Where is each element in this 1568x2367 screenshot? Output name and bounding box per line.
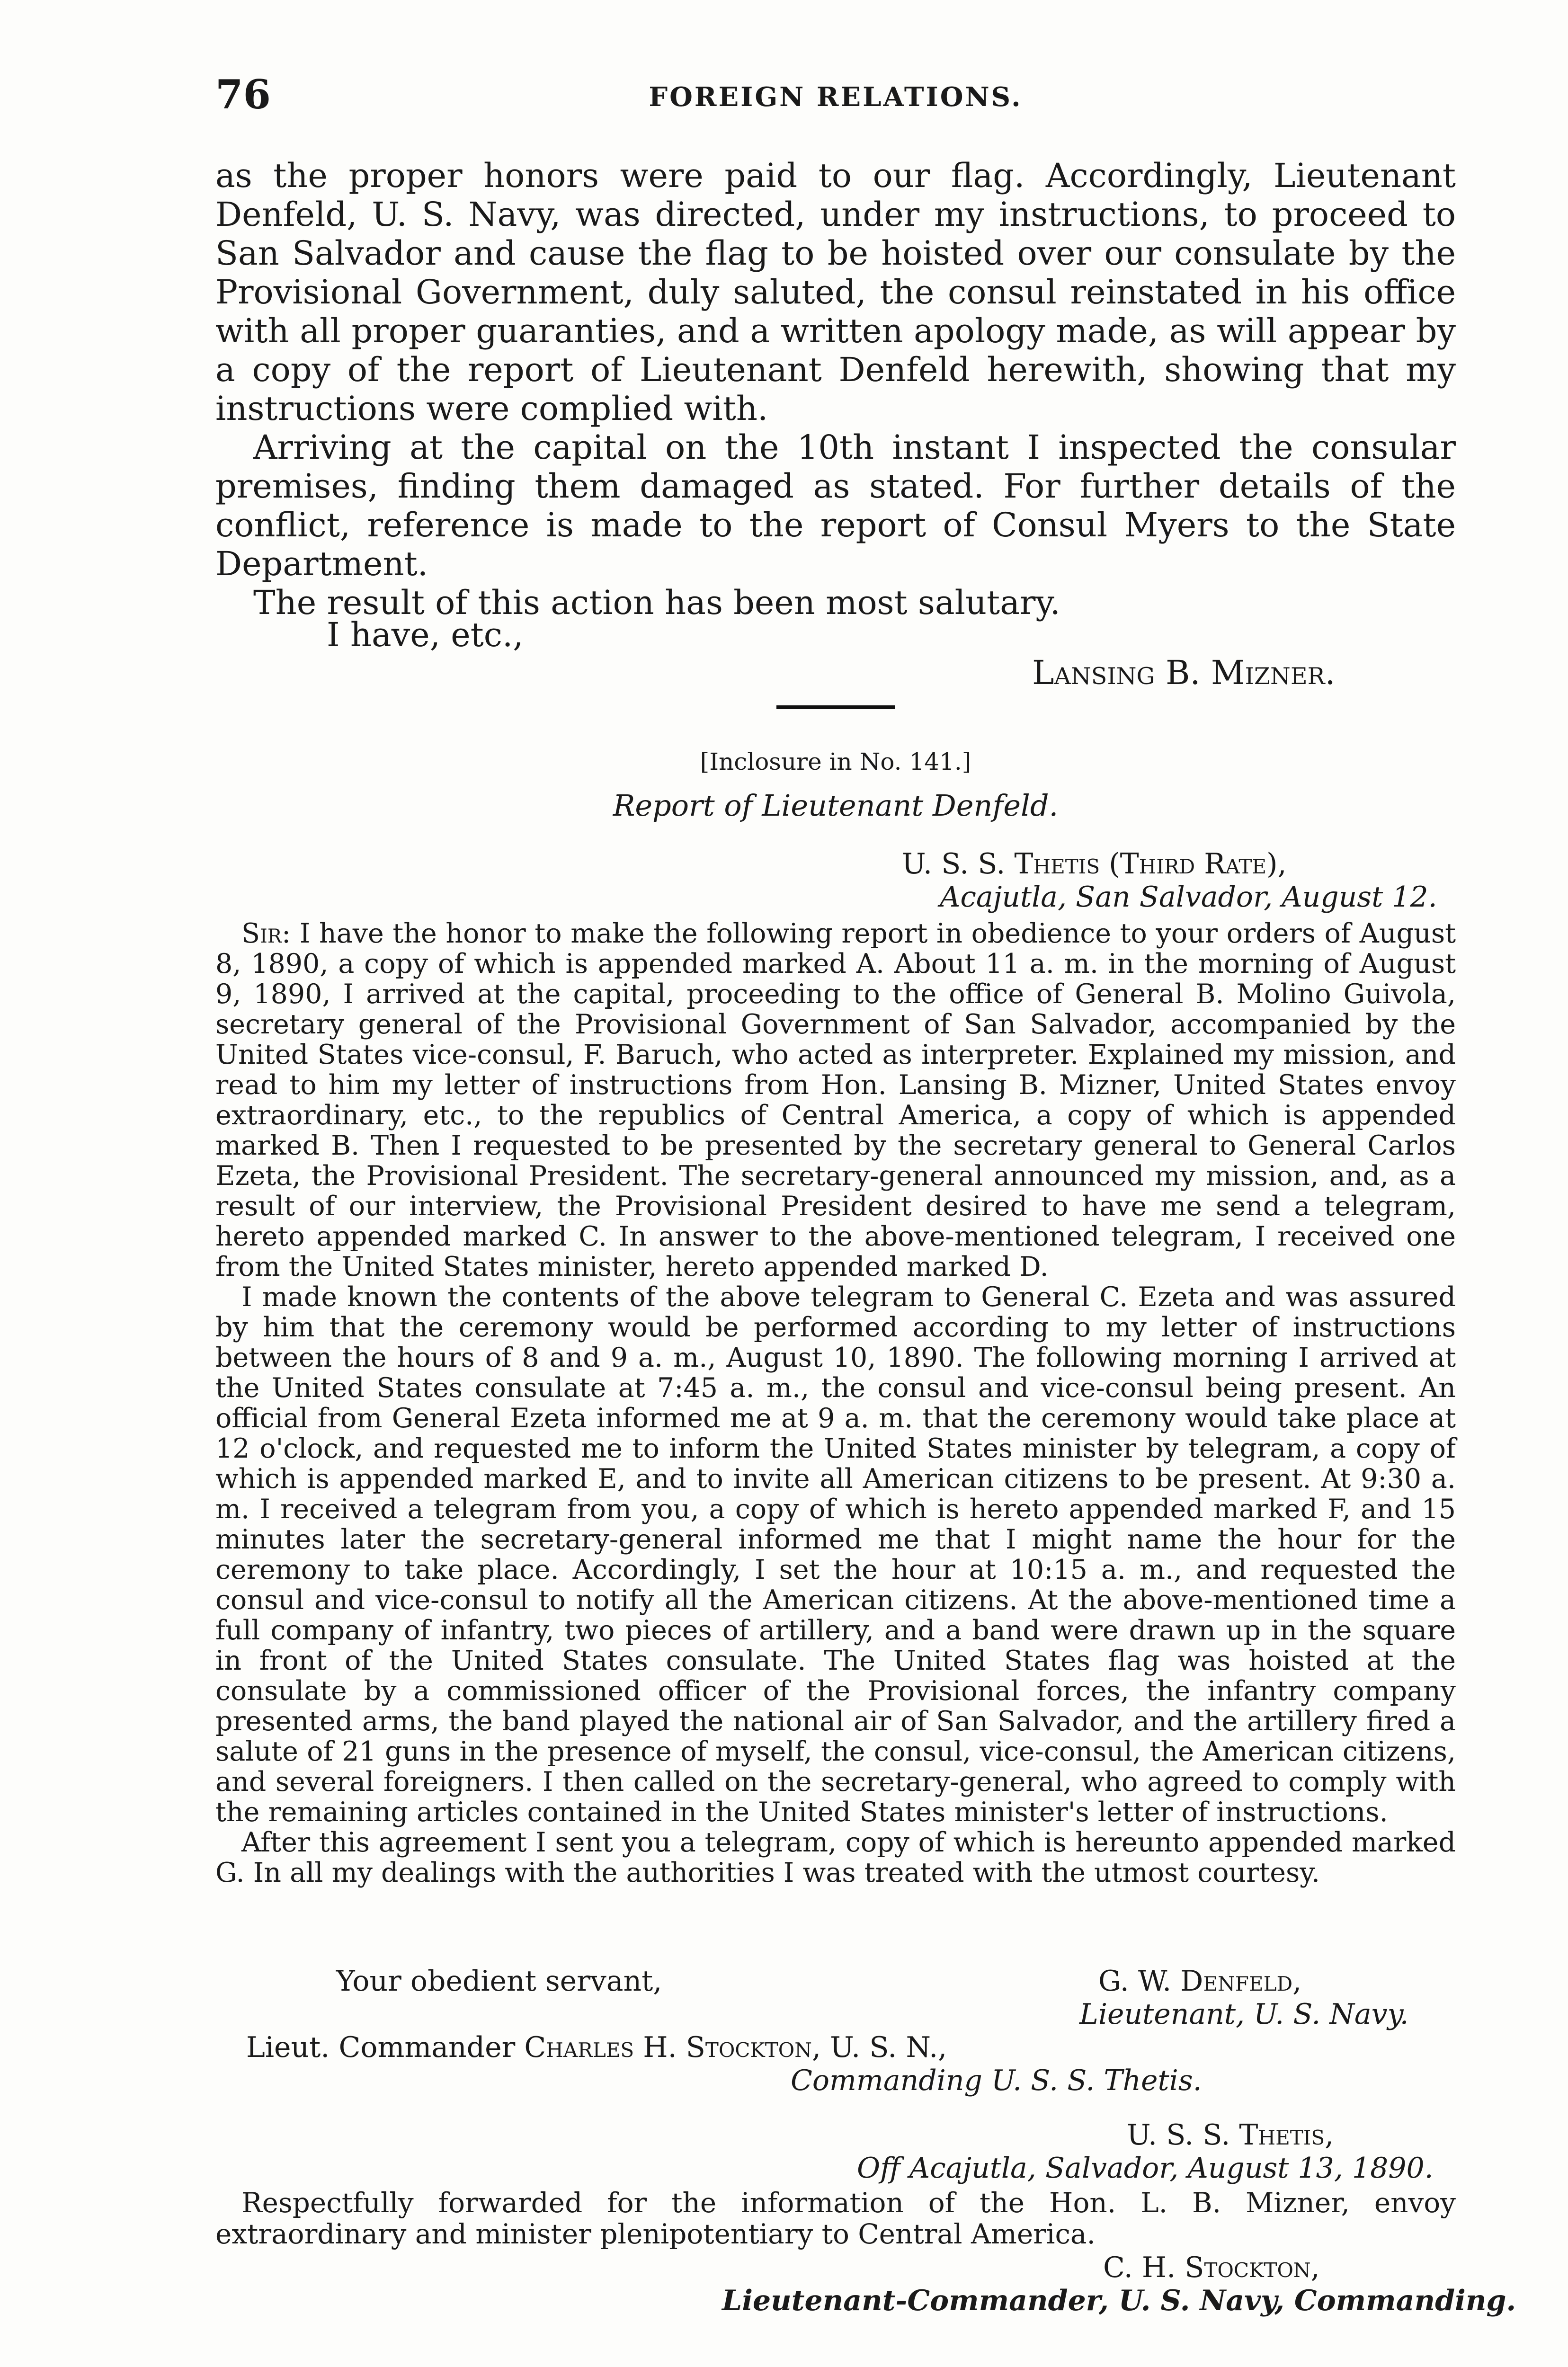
endorsement-text: Respectfully forwarded for the information of the Hon. L. B. Mizner, envoy extraordinary and minister plenipotentiary to Central America. xyxy=(215,2187,1456,2250)
report-signer-title: Lieutenant, U. S. Navy. xyxy=(1079,1998,1409,2031)
inclosure-label: [Inclosure in No. 141.] xyxy=(700,748,971,775)
endorsement-body xyxy=(215,2187,1456,2250)
letter-paragraph-3: The result of this action has been most salutary. xyxy=(253,583,1060,622)
endorsement-place-date: Off Acajutla, Salvador, August 13, 1890. xyxy=(857,2152,1434,2185)
running-head: FOREIGN RELATIONS. xyxy=(649,81,1023,113)
page-header xyxy=(215,71,1456,123)
endorsement-signer-title: Lieutenant-Commander, U. S. Navy, Commanding. xyxy=(722,2284,1516,2317)
addressee-line: Lieut. Commander Charles H. Stockton, U. S. N., xyxy=(246,2031,947,2064)
page-number: 76 xyxy=(215,71,271,118)
letter-paragraph-2: Arriving at the capital on the 10th instant I inspected the consular premises, finding them damaged as stated. For further details of the conflict, reference is made to the report of Consul Myers to the State Department. xyxy=(215,428,1456,583)
letter-signature: Lansing B. Mizner. xyxy=(1032,653,1336,692)
section-divider xyxy=(776,705,895,709)
letter-closing: I have, etc., xyxy=(327,615,524,654)
report-place-date: Acajutla, San Salvador, August 12. xyxy=(940,881,1437,914)
report-closing: Your obedient servant, xyxy=(336,1965,662,1998)
letter-paragraph-1: as the proper honors were paid to our flag. Accordingly, Lieutenant Denfeld, U. S. Navy, was directed, under my instructions, to proceed to San Salvador and cause the flag to be hoisted over our consulate by the Provisional Government, duly saluted, the consul reinstated in his office with all proper guaranties, and a written apology made, as will appear by a copy of the report of Lieutenant Denfeld herewith, showing that my instructions were complied with. xyxy=(215,156,1456,428)
report-body xyxy=(215,918,1456,1888)
report-paragraph-3: After this agreement I sent you a telegram, copy of which is hereunto appended marked G. In all my dealings with the authorities I was treated with the utmost courtesy. xyxy=(215,1827,1456,1888)
endorsement-signer-name: C. H. Stockton, xyxy=(1103,2251,1320,2284)
report-signer-name: G. W. Denfeld, xyxy=(1098,1965,1302,1998)
letter-body xyxy=(215,156,1456,622)
report-paragraph-2: I made known the contents of the above telegram to General C. Ezeta and was assured by him that the ceremony would be performed according to my letter of instructions between the hours of 8 and 9 a. m., August 10, 1890. The following morning I arrived at the United States consulate at 7:45 a. m., the consul and vice-consul being present. An official from General Ezeta informed me at 9 a. m. that the ceremony would take place at 12 o'clock, and requested me to inform the United States minister by telegram, a copy of which is appended marked E, and to invite all American citizens to be present. At 9:30 a. m. I received a telegram from you, a copy of which is hereto appended marked F, and 15 minutes later the secretary-general informed me that I might name the hour for the ceremony to take place. Accordingly, I set the hour at 10:15 a. m., and requested the consul and vice-consul to notify all the American citizens. At the above-mentioned time a full company of infantry, two pieces of artillery, and a band were drawn up in the square in front of the United States consulate. The United States flag was hoisted at the consulate by a commissioned officer of the Provisional forces, the infantry company presented arms, the band played the national air of San Salvador, and the artillery fired a salute of 21 guns in the presence of myself, the consul, vice-consul, the American citizens, and several foreigners. I then called on the secretary-general, who agreed to comply with the remaining articles contained in the United States minister's letter of instructions. xyxy=(215,1281,1456,1828)
endorsement-ship: U. S. S. Thetis, xyxy=(1127,2118,1334,2152)
report-ship-line: U. S. S. Thetis (Third Rate), xyxy=(902,847,1287,881)
addressee-title: Commanding U. S. S. Thetis. xyxy=(791,2064,1202,2097)
salutation: Sir: xyxy=(241,918,291,949)
report-paragraph-1: Sir: I have the honor to make the following report in obedience to your orders of August 8, 1890, a copy of which is appended marked A. About 11 a. m. in the morning of August 9, 1890, I arrived at the capital, proceeding to the office of General B. Molino Guivola, secretary general of the Provisional Government of San Salvador, accompanied by the United States vice-consul, F. Baruch, who acted as interpreter. Explained my mission, and read to him my letter of instructions from Hon. Lansing B. Mizner, United States envoy extraordinary, etc., to the republics of Central America, a copy of which is appended marked B. Then I requested to be presented by the secretary general to General Carlos Ezeta, the Provisional President. The secretary-general announced my mission, and, as a result of our interview, the Provisional President desired to have me send a telegram, hereto appended marked C. In answer to the above-mentioned telegram, I received one from the United States minister, hereto appended marked D. xyxy=(215,918,1456,1282)
report-title: Report of Lieutenant Denfeld. xyxy=(613,788,1059,823)
